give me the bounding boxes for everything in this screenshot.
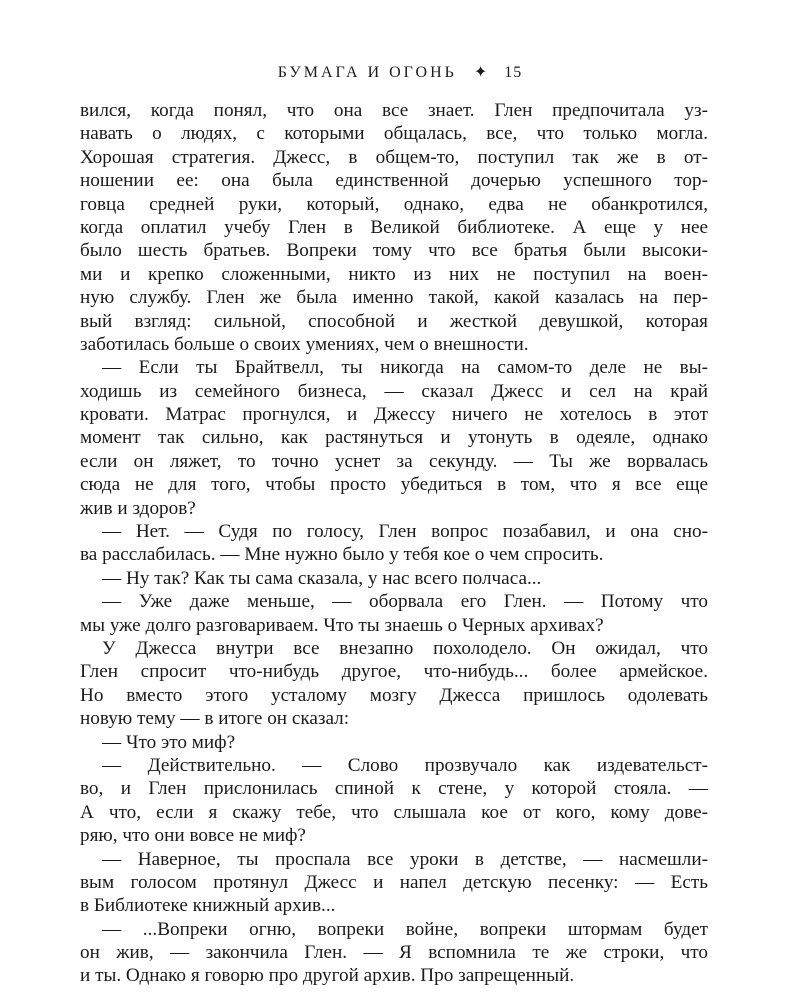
text-line: Хорошая стратегия. Джесс, в общем-то, поступил так же в от- bbox=[80, 146, 708, 168]
text-line: ходишь из семейного бизнеса, — сказал Джесс и сел на край bbox=[80, 380, 708, 402]
text-line: новую тему — в итоге он сказал: bbox=[80, 708, 350, 730]
text-line: жив и здоров? bbox=[80, 497, 196, 519]
page-number: 15 bbox=[504, 64, 523, 81]
book-title: БУМАГА И ОГОНЬ bbox=[277, 64, 457, 81]
body-text bbox=[80, 99, 708, 988]
text-line: было шесть братьев. Вопреки тому что все братья были высоки- bbox=[80, 240, 708, 262]
text-line: сюда не для того, чтобы просто убедиться в том, что я все еще bbox=[80, 474, 708, 496]
text-line: ношении ее: она была единственной дочерью успешного тор- bbox=[80, 170, 708, 192]
text-line: — Наверное, ты проспала все уроки в детстве, — насмешли- bbox=[102, 848, 708, 870]
text-line: — Нет. — Судя по голосу, Глен вопрос позабавил, и она сно- bbox=[102, 521, 708, 543]
text-line: говца средней руки, который, однако, едва не обанкротился, bbox=[80, 193, 708, 215]
text-line: вый взгляд: сильной, способной и жесткой девушкой, которая bbox=[80, 310, 708, 332]
text-line: мы уже долго разговариваем. Что ты знаешь о Черных архивах? bbox=[80, 614, 604, 636]
text-line: он жив, — закончила Глен. — Я вспомнила те же строки, что bbox=[80, 942, 708, 964]
text-line: — Действительно. — Слово прозвучало как издевательст- bbox=[102, 754, 708, 776]
text-line: — Уже даже меньше, — оборвала его Глен. — Потому что bbox=[102, 591, 708, 613]
text-line: — ...Вопреки огню, вопреки войне, вопреки штормам будет bbox=[102, 918, 708, 940]
text-line: во, и Глен прислонилась спиной к стене, у которой стояла. — bbox=[80, 778, 708, 800]
text-line: ми и крепко сложенными, никто из них не поступил на воен- bbox=[80, 263, 708, 285]
text-line: Но вместо этого усталому мозгу Джесса пришлось одолевать bbox=[80, 684, 708, 706]
running-header bbox=[80, 62, 720, 84]
text-line: в Библиотеке книжный архив... bbox=[80, 895, 336, 917]
text-line: навать о людях, с которыми общалась, все, что только могла. bbox=[80, 123, 708, 145]
text-line: У Джесса внутри все внезапно похолодело. Он ожидал, что bbox=[102, 637, 708, 659]
text-line: если он ляжет, то точно уснет за секунду. — Ты же ворвалась bbox=[80, 450, 708, 472]
text-line: ряю, что они вовсе не миф? bbox=[80, 825, 306, 847]
text-line: — Если ты Брайтвелл, ты никогда на самом-то деле не вы- bbox=[102, 357, 708, 379]
text-line: А что, если я скажу тебе, что слышала кое от кого, кому дове- bbox=[80, 801, 708, 823]
text-line: и ты. Однако я говорю про другой архив. Про запрещенный. bbox=[80, 965, 575, 987]
text-line: заботилась больше о своих умениях, чем о внешности. bbox=[80, 333, 529, 355]
text-line: Глен спросит что-нибудь другое, что-нибудь... более армейское. bbox=[80, 661, 708, 683]
text-line: кровати. Матрас прогнулся, и Джессу ничего не хотелось в этот bbox=[80, 404, 708, 426]
text-line: момент так сильно, как растянуться и утонуть в одеяле, однако bbox=[80, 427, 708, 449]
text-line: ва расслабилась. — Мне нужно было у тебя кое о чем спросить. bbox=[80, 544, 604, 566]
text-line: — Что это миф? bbox=[102, 731, 236, 753]
text-line: вился, когда понял, что она все знает. Глен предпочитала уз- bbox=[80, 100, 708, 121]
text-line: когда оплатил учебу Глен в Великой библиотеке. А еще у нее bbox=[80, 216, 708, 238]
text-line: вым голосом протянул Джесс и напел детскую песенку: — Есть bbox=[80, 871, 708, 893]
header-separator-icon: ✦ bbox=[473, 64, 488, 81]
text-line: — Ну так? Как ты сама сказала, у нас всего полчаса... bbox=[102, 567, 542, 589]
text-line: ную службу. Глен же была именно такой, какой казалась на пер- bbox=[80, 287, 708, 309]
